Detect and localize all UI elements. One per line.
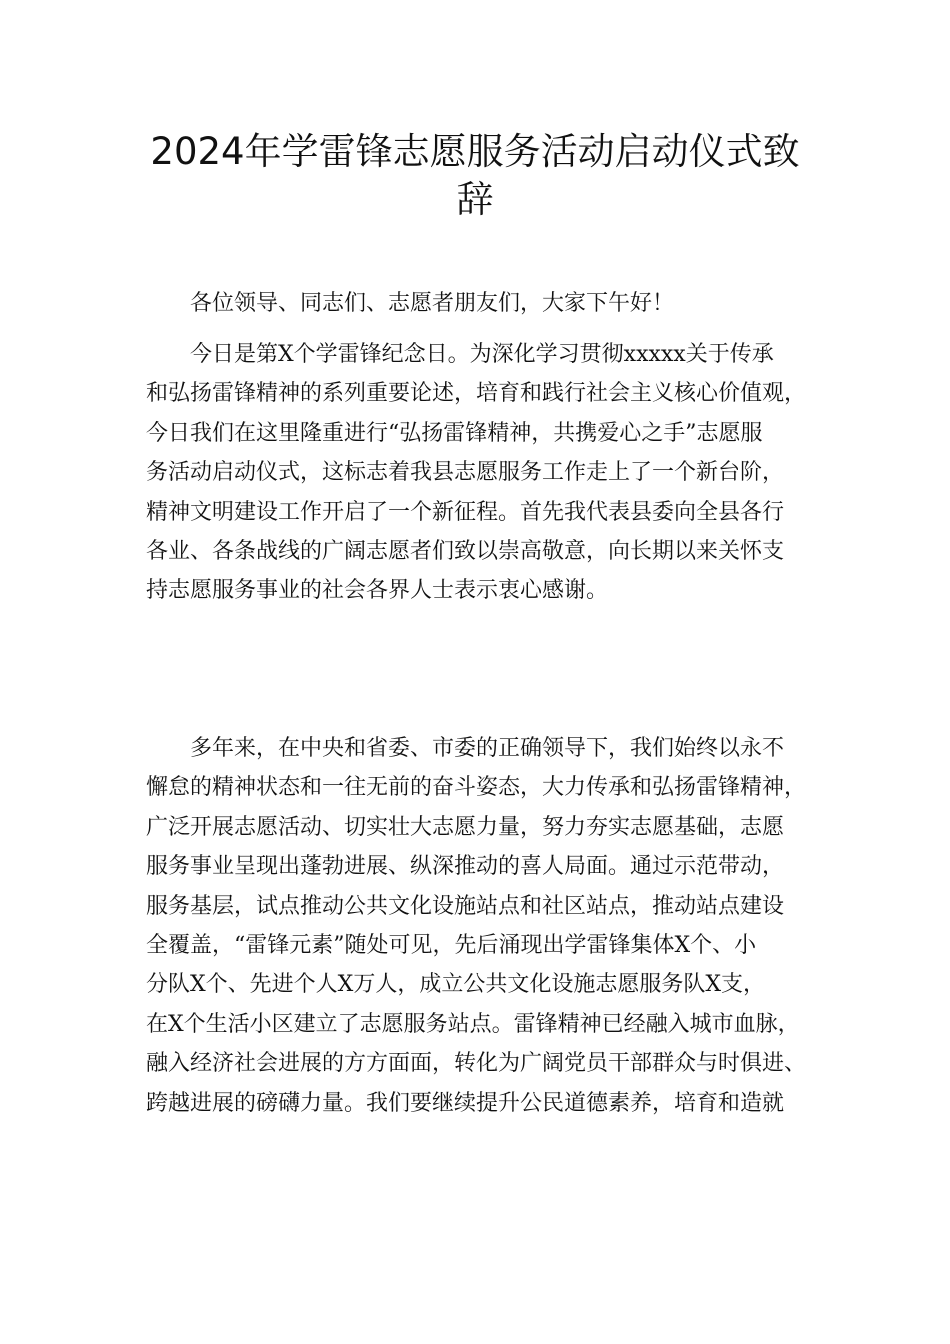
paragraph-text	[146, 729, 828, 1123]
document-title	[120, 128, 830, 224]
text-line: 持志愿服务事业的社会各界人士表示衷心感谢。	[146, 578, 609, 604]
text-line: 跨越进展的磅礴力量。我们要继续提升公民道德素养，培育和造就	[146, 1090, 785, 1116]
text-line: 在X个生活小区建立了志愿服务站点。雷锋精神已经融入城市血脉，	[146, 1011, 800, 1037]
body-paragraph-1	[146, 335, 828, 611]
text-line: 融入经济社会进展的方方面面，转化为广阔党员干部群众与时俱进、	[146, 1051, 807, 1077]
text-line: 和弘扬雷锋精神的系列重要论述，培育和践行社会主义核心价值观，	[146, 381, 807, 407]
body-paragraph-2	[146, 729, 828, 1123]
text-line: 服务事业呈现出蓬勃进展、纵深推动的喜人局面。通过示范带动，	[146, 854, 785, 880]
text-line: 服务基层，试点推动公共文化设施站点和社区站点，推动站点建设	[146, 893, 785, 919]
text-line: 全覆盖，“雷锋元素”随处可见，先后涌现出学雷锋集体X个、小	[146, 933, 757, 959]
text-line: 精神文明建设工作开启了一个新征程。首先我代表县委向全县各行	[146, 499, 785, 525]
greeting-paragraph	[146, 284, 828, 323]
text-line: 今日我们在这里隆重进行“弘扬雷锋精神，共携爱心之手”志愿服	[146, 420, 763, 446]
text-line: 今日是第X个学雷锋纪念日。为深化学习贯彻xxxxx关于传承	[190, 342, 774, 367]
text-line: 各业、各条战线的广阔志愿者们致以崇高敬意，向长期以来关怀支	[146, 539, 785, 565]
text-line: 多年来，在中央和省委、市委的正确领导下，我们始终以永不	[190, 736, 785, 761]
greeting-text: 各位领导、同志们、志愿者朋友们，大家下午好！	[190, 291, 675, 316]
text-line: 懈怠的精神状态和一往无前的奋斗姿态，大力传承和弘扬雷锋精神，	[146, 775, 807, 801]
paragraph-text	[146, 335, 828, 611]
title-line: 2024年学雷锋志愿服务活动启动仪式致	[150, 130, 800, 173]
title-line: 辞	[456, 178, 494, 221]
text-line: 分队X个、先进个人X万人，成立公共文化设施志愿服务队X支，	[146, 972, 765, 998]
text-line: 务活动启动仪式，这标志着我县志愿服务工作走上了一个新台阶，	[146, 460, 785, 486]
text-line: 广泛开展志愿活动、切实壮大志愿力量，努力夯实志愿基础，志愿	[146, 814, 785, 840]
